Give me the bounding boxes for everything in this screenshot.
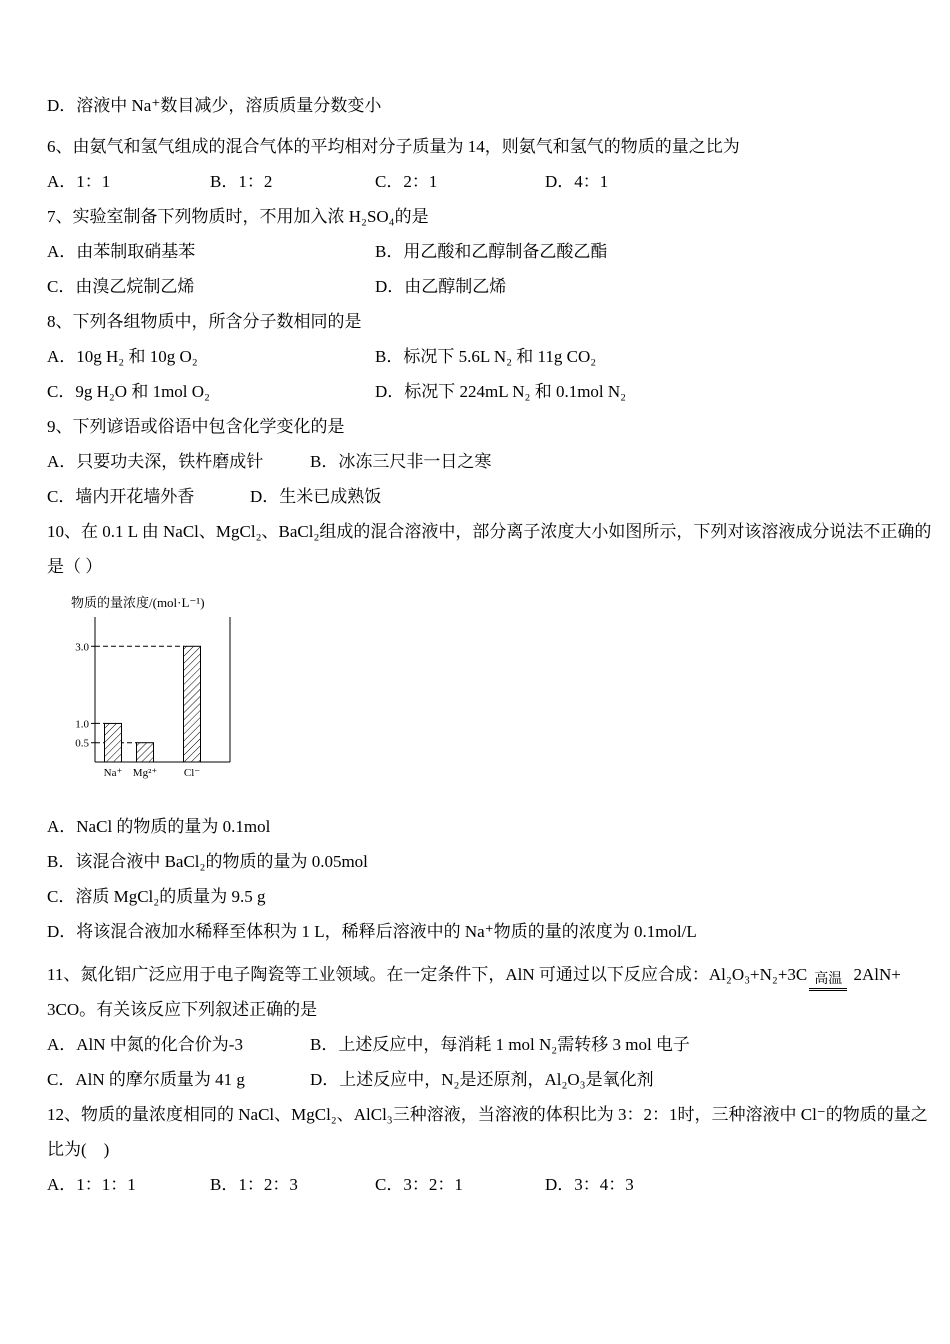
question-9-options-cd xyxy=(47,479,895,514)
option-c: C．AlN 的摩尔质量为 41 g xyxy=(47,1070,245,1089)
svg-text:1.0: 1.0 xyxy=(75,718,89,731)
option-a: A．由苯制取硝基苯 xyxy=(47,242,196,261)
question-6-stem: 6、由氨气和氢气组成的混合气体的平均相对分子质量为 14，则氨气和氢气的物质的量之比为 xyxy=(47,137,740,156)
option-c: C．2：1 xyxy=(375,172,438,191)
option-b: B．上述反应中，每消耗 1 mol N₂需转移 3 mol 电子 xyxy=(310,1035,690,1054)
option-d: D．4：1 xyxy=(545,172,609,191)
question-11-options-ab xyxy=(47,1027,895,1062)
question-11-equation-right: 2AlN+ xyxy=(849,965,901,984)
svg-text:Mg²⁺: Mg²⁺ xyxy=(132,767,158,779)
option-c: C．3：2：1 xyxy=(375,1175,463,1194)
question-8-options-ab xyxy=(47,339,895,374)
option-a: A．AlN 中氮的化合价为-3 xyxy=(47,1035,243,1054)
question-10-option-a: A．NaCl 的物质的量为 0.1mol xyxy=(47,817,271,836)
question-8-stem: 8、下列各组物质中，所含分子数相同的是 xyxy=(47,312,362,331)
prev-question-option-d: D．溶液中 Na⁺数目减少，溶质质量分数变小 xyxy=(47,96,382,115)
question-12-stem-line2: 比为( ) xyxy=(47,1140,110,1159)
option-b: B．1：2 xyxy=(210,172,273,191)
option-a: A．1：1 xyxy=(47,172,111,191)
option-b: B．1：2：3 xyxy=(210,1175,298,1194)
option-d: D．标况下 224mL N₂ 和 0.1mol N₂ xyxy=(375,382,627,401)
option-b: B．冰冻三尺非一日之寒 xyxy=(310,452,492,471)
option-b: B．用乙酸和乙醇制备乙酸乙酯 xyxy=(375,242,608,261)
option-c: C．墙内开花墙外香 xyxy=(47,487,195,506)
question-12-stem-line1: 12、物质的量浓度相同的 NaCl、MgCl₂、AlCl₃三种溶液，当溶液的体积比为 3：2：1时，三种溶液中 Cl⁻的物质的量之 xyxy=(47,1105,928,1124)
option-a: A．10g H₂ 和 10g O₂ xyxy=(47,347,198,366)
chart-title: 物质的量浓度/(mol·L⁻¹) xyxy=(71,595,205,610)
concentration-bar-chart xyxy=(65,594,295,787)
question-7-stem: 7、实验室制备下列物质时，不用加入浓 H₂SO₄的是 xyxy=(47,207,429,226)
question-12-options xyxy=(47,1167,895,1202)
question-10-stem-line2: 是（ ） xyxy=(47,557,103,576)
question-10-option-b: B．该混合液中 BaCl₂的物质的量为 0.05mol xyxy=(47,852,368,871)
svg-text:Na⁺: Na⁺ xyxy=(103,767,123,779)
option-d: D．上述反应中，N₂是还原剂，Al₂O₃是氧化剂 xyxy=(310,1070,654,1089)
option-a: A．只要功夫深，铁杵磨成针 xyxy=(47,452,264,471)
option-a: A．1：1：1 xyxy=(47,1175,136,1194)
question-11-equation-left: 11、氮化铝广泛应用于电子陶瓷等工业领域。在一定条件下，AlN 可通过以下反应合成：Al₂O₃+N₂+3C xyxy=(47,965,808,984)
question-11-stem-line1 xyxy=(47,957,901,992)
question-11-stem-line2: 3CO。有关该反应下列叙述正确的是 xyxy=(47,1000,318,1019)
chart-plot-area xyxy=(65,612,295,787)
question-10-option-c: C．溶质 MgCl₂的质量为 9.5 g xyxy=(47,887,266,906)
question-10-stem-line1: 10、在 0.1 L 由 NaCl、MgCl₂、BaCl₂组成的混合溶液中，部分离子浓度大小如图所示，下列对该溶液成分说法不正确的 xyxy=(47,522,932,541)
option-d: D．3：4：3 xyxy=(545,1175,634,1194)
question-7-options-ab xyxy=(47,234,895,269)
chart-svg xyxy=(65,612,265,787)
question-7-options-cd xyxy=(47,269,895,304)
question-6-options xyxy=(47,164,895,199)
question-10-option-d: D．将该混合液加水稀释至体积为 1 L，稀释后溶液中的 Na⁺物质的量的浓度为 0.1mol/L xyxy=(47,922,697,941)
question-8-options-cd xyxy=(47,374,895,409)
svg-text:Cl⁻: Cl⁻ xyxy=(183,767,201,779)
option-c: C．由溴乙烷制乙烯 xyxy=(47,277,195,296)
option-d: D．生米已成熟饭 xyxy=(250,487,382,506)
svg-text:3.0: 3.0 xyxy=(75,641,89,654)
svg-text:0.5: 0.5 xyxy=(75,737,89,750)
question-9-options-ab xyxy=(47,444,895,479)
option-b: B．标况下 5.6L N₂ 和 11g CO₂ xyxy=(375,347,597,366)
reaction-condition-label: 高温 xyxy=(809,973,847,991)
question-11-options-cd xyxy=(47,1062,895,1097)
option-d: D．由乙醇制乙烯 xyxy=(375,277,507,296)
question-9-stem: 9、下列谚语或俗语中包含化学变化的是 xyxy=(47,417,345,436)
option-c: C．9g H₂O 和 1mol O₂ xyxy=(47,382,210,401)
